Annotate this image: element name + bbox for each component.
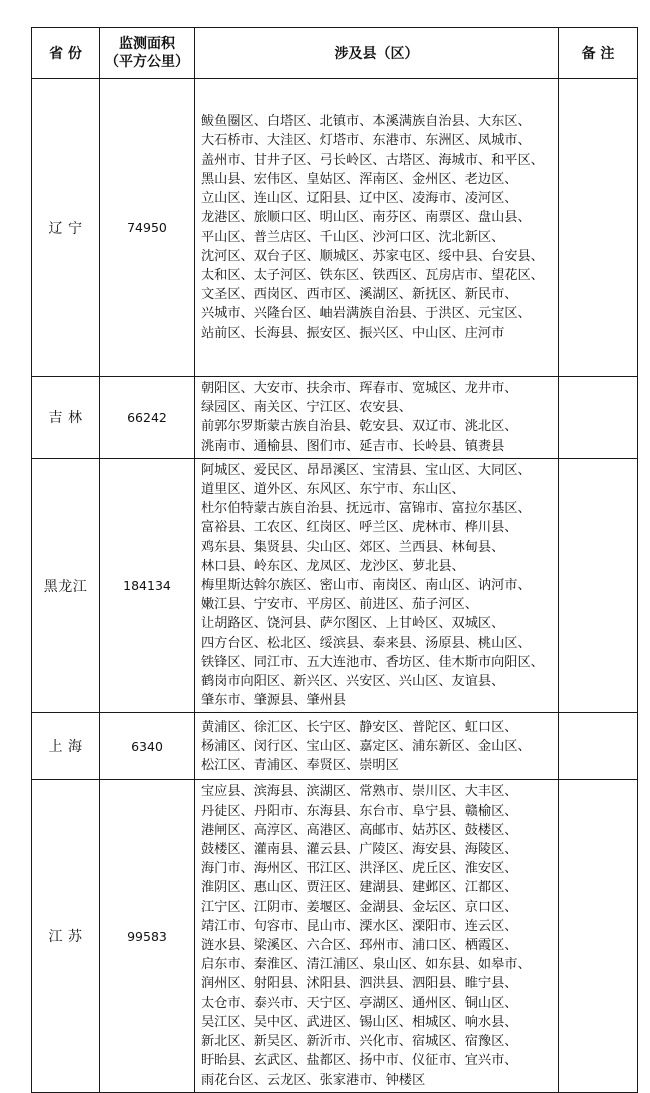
area-cell: 66242: [100, 377, 195, 459]
note-cell: [559, 79, 638, 377]
county-list-line: 前郭尔罗斯蒙古族自治县、乾安县、双辽市、洮北区、: [201, 419, 518, 435]
note-cell: [559, 780, 638, 1092]
note-cell: [559, 458, 638, 713]
county-list-line: 嫩江县、宁安市、平房区、前进区、茄子河区、: [201, 597, 478, 613]
county-list-line: 杜尔伯特蒙古族自治县、抚远市、富锦市、富拉尔基区、: [201, 501, 531, 517]
county-list-line: 富裕县、工农区、红岗区、呼兰区、虎林市、桦川县、: [201, 520, 518, 536]
county-list-line: 黄浦区、徐汇区、长宁区、静安区、普陀区、虹口区、: [201, 719, 518, 735]
province-cell: 江 苏: [32, 780, 100, 1092]
county-list-line: 立山区、连山区、辽阳县、辽中区、凌海市、凌河区、: [201, 191, 518, 207]
county-list-line: 沈河区、双台子区、顺城区、苏家屯区、绥中县、台安县、: [201, 248, 544, 264]
county-list-line: 盱眙县、玄武区、盐都区、扬中市、仪征市、宜兴市、: [201, 1053, 518, 1069]
county-list-line: 涟水县、梁溪区、六合区、邳州市、浦口区、栖霞区、: [201, 938, 518, 954]
county-list-line: 太仓市、泰兴市、天宁区、亭湖区、通州区、铜山区、: [201, 995, 518, 1011]
county-list-line: 丹徒区、丹阳市、东海县、东台市、阜宁县、赣榆区、: [201, 803, 518, 819]
area-cell: 184134: [100, 458, 195, 713]
county-list-line: 淮阴区、惠山区、贾汪区、建湖县、建邺区、江都区、: [201, 880, 518, 896]
counties-cell: [195, 79, 559, 377]
county-list-line: 平山区、普兰店区、千山区、沙河口区、沈北新区、: [201, 229, 505, 245]
province-cell: 吉 林: [32, 377, 100, 459]
county-list-line: 黑山县、宏伟区、皇姑区、浑南区、金州区、老边区、: [201, 171, 518, 187]
county-list-line: 润州区、射阳县、沭阳县、泗洪县、泗阳县、睢宁县、: [201, 976, 518, 992]
county-list-line: 江宁区、江阴市、姜堰区、金湖县、金坛区、京口区、: [201, 899, 518, 915]
county-list-line: 道里区、道外区、东风区、东宁市、东山区、: [201, 482, 465, 498]
table-row: [32, 458, 638, 713]
county-list-line: 四方台区、松北区、绥滨县、泰来县、汤原县、桃山区、: [201, 635, 531, 651]
county-list-line: 吴江区、吴中区、武进区、锡山区、相城区、响水县、: [201, 1014, 518, 1030]
county-list-line: 启东市、秦淮区、清江浦区、泉山区、如东县、如皋市、: [201, 957, 531, 973]
counties-cell: [195, 377, 559, 459]
county-list-line: 鼓楼区、灌南县、灌云县、广陵区、海安县、海陵区、: [201, 842, 518, 858]
county-list-line: 梅里斯达斡尔族区、密山市、南岗区、南山区、讷河市、: [201, 578, 531, 594]
county-list-line: 海门市、海州区、邗江区、洪泽区、虎丘区、淮安区、: [201, 861, 518, 877]
province-cell: 上 海: [32, 713, 100, 780]
header-note: 备 注: [559, 28, 638, 79]
note-cell: [559, 713, 638, 780]
county-list-line: 靖江市、句容市、昆山市、溧水区、溧阳市、连云区、: [201, 918, 518, 934]
county-list-line: 林口县、岭东区、龙凤区、龙沙区、萝北县、: [201, 558, 465, 574]
table-row: [32, 713, 638, 780]
county-list-line: 松江区、青浦区、奉贤区、崇明区: [201, 758, 399, 774]
table-row: [32, 780, 638, 1092]
counties-cell: [195, 713, 559, 780]
county-list-line: 绿园区、南关区、宁江区、农安县、: [201, 400, 412, 416]
area-cell: 6340: [100, 713, 195, 780]
county-list-line: 朝阳区、大安市、扶余市、珲春市、宽城区、龙井市、: [201, 381, 518, 396]
county-list-line: 鹤岗市向阳区、新兴区、兴安区、兴山区、友谊县、: [201, 674, 505, 690]
county-list-line: 新北区、新吴区、新沂市、兴化市、宿城区、宿豫区、: [201, 1034, 518, 1050]
header-area-line2: （平方公里）: [105, 54, 189, 70]
county-list-line: 港闸区、高淳区、高港区、高邮市、姑苏区、鼓楼区、: [201, 822, 518, 838]
area-cell: 74950: [100, 79, 195, 377]
county-list-line: 大石桥市、大洼区、灯塔市、东港市、东洲区、凤城市、: [201, 133, 531, 149]
county-list-line: 鲅鱼圈区、白塔区、北镇市、本溪满族自治县、大东区、: [201, 114, 531, 130]
table-row: [32, 79, 638, 377]
county-list-line: 洮南市、通榆县、图们市、延吉市、长岭县、镇赉县: [201, 438, 505, 454]
county-list-line: 杨浦区、闵行区、宝山区、嘉定区、浦东新区、金山区、: [201, 738, 531, 754]
county-list-line: 让胡路区、饶河县、萨尔图区、上甘岭区、双城区、: [201, 616, 505, 632]
table-row: [32, 377, 638, 459]
county-table-sheet: [31, 27, 637, 1093]
header-province: 省 份: [32, 28, 100, 79]
county-list-line: 肇东市、肇源县、肇州县: [201, 693, 347, 709]
area-cell: 99583: [100, 780, 195, 1092]
table-header-row: [32, 28, 638, 79]
province-cell: 辽 宁: [32, 79, 100, 377]
county-list-line: 铁锋区、同江市、五大连池市、香坊区、佳木斯市向阳区、: [201, 654, 544, 670]
province-cell: 黑龙江: [32, 458, 100, 713]
county-list-line: 阿城区、爱民区、昂昂溪区、宝清县、宝山区、大同区、: [201, 462, 531, 478]
county-list-line: 太和区、太子河区、铁东区、铁西区、瓦房店市、望花区、: [201, 267, 544, 283]
county-list-line: 雨花台区、云龙区、张家港市、钟楼区: [201, 1072, 426, 1088]
county-list-line: 龙港区、旅顺口区、明山区、南芬区、南票区、盘山县、: [201, 210, 531, 226]
note-cell: [559, 377, 638, 459]
county-list-line: 兴城市、兴隆台区、岫岩满族自治县、于洪区、元宝区、: [201, 306, 531, 322]
county-list-line: 宝应县、滨海县、滨湖区、常熟市、崇川区、大丰区、: [201, 784, 518, 800]
table-body: [32, 79, 638, 1093]
county-list-line: 鸡东县、集贤县、尖山区、郊区、兰西县、林甸县、: [201, 539, 505, 555]
header-area: [100, 28, 195, 79]
monitoring-area-table: [31, 27, 638, 1093]
counties-cell: [195, 780, 559, 1092]
header-counties: 涉及县（区）: [195, 28, 559, 79]
counties-cell: [195, 458, 559, 713]
header-area-line1: 监测面积: [119, 36, 175, 52]
county-list-line: 站前区、长海县、振安区、振兴区、中山区、庄河市: [201, 325, 505, 341]
county-list-line: 盖州市、甘井子区、弓长岭区、古塔区、海城市、和平区、: [201, 152, 544, 168]
county-list-line: 文圣区、西岗区、西市区、溪湖区、新抚区、新民市、: [201, 287, 518, 303]
